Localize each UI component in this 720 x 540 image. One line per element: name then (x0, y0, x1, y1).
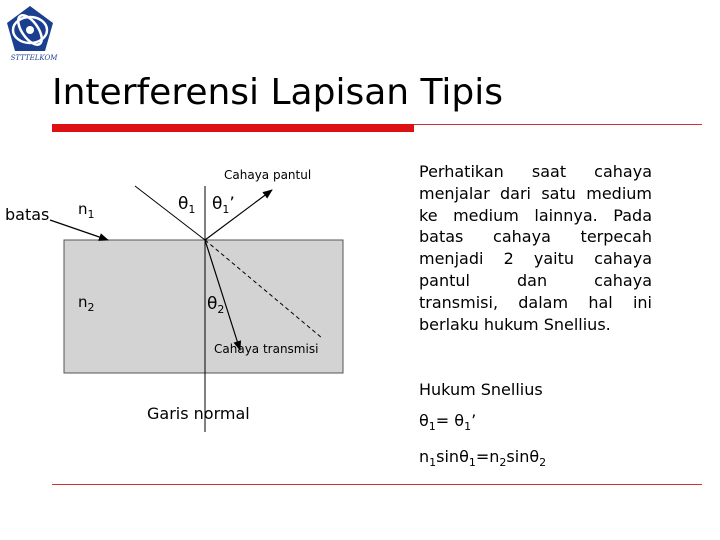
label-theta1-prime (212, 194, 235, 216)
eq2-n2-subscript: 2 (499, 456, 507, 469)
theta1p-subscript: 1 (222, 203, 230, 216)
theta1-symbol: θ (178, 194, 189, 214)
law-title: Hukum Snellius (419, 380, 543, 399)
theta2-subscript: 2 (217, 303, 225, 316)
eq1-operator: = (435, 411, 455, 430)
eq1-right-prime: ’ (471, 411, 477, 430)
theta1p-prime: ’ (229, 194, 235, 214)
theta1p-symbol: θ (212, 194, 223, 214)
label-garis-normal: Garis normal (147, 404, 250, 423)
eq1-left-subscript: 1 (428, 420, 436, 433)
eq2-n1: n (419, 447, 430, 466)
label-n1 (78, 200, 95, 221)
label-cahaya-transmisi: Cahaya transmisi (214, 342, 319, 356)
eq2-equals: = (475, 447, 490, 466)
batas-pointer (50, 220, 108, 240)
equation-snellius (419, 447, 547, 469)
label-theta1 (178, 194, 196, 216)
eq2-n1-subscript: 1 (429, 456, 437, 469)
equation-reflection (419, 411, 477, 433)
theta2-symbol: θ (207, 294, 218, 314)
n1-letter: n (78, 200, 88, 218)
explanation-paragraph: Perhatikan saat cahaya menjalar dari satu medium ke medium lainnya. Pada batas cahaya terpecah menjadi 2 yaitu cahaya pantul dan cahaya transmisi, dalam hal ini berlaku hukum Snellius. (419, 162, 652, 334)
label-batas: batas (5, 205, 50, 224)
eq2-sin1: sinθ (436, 447, 469, 466)
n2-subscript: 2 (87, 301, 95, 314)
label-n2 (78, 293, 95, 314)
eq2-sin2-subscript: 2 (539, 456, 547, 469)
n2-letter: n (78, 293, 88, 311)
eq1-left-symbol: θ (419, 411, 429, 430)
eq2-sin1-subscript: 1 (468, 456, 476, 469)
eq1-right-subscript: 1 (464, 420, 472, 433)
footer-divider (52, 484, 702, 485)
label-theta2 (207, 294, 225, 316)
logo-text: STTTELKOM (10, 54, 58, 62)
label-cahaya-pantul: Cahaya pantul (224, 168, 312, 182)
eq2-sin2: sinθ (506, 447, 540, 466)
theta1-subscript: 1 (188, 203, 196, 216)
page-title: Interferensi Lapisan Tipis (52, 72, 504, 113)
eq2-n2: n (489, 447, 500, 466)
eq1-right-symbol: θ (454, 411, 465, 430)
n1-subscript: 1 (87, 208, 95, 221)
